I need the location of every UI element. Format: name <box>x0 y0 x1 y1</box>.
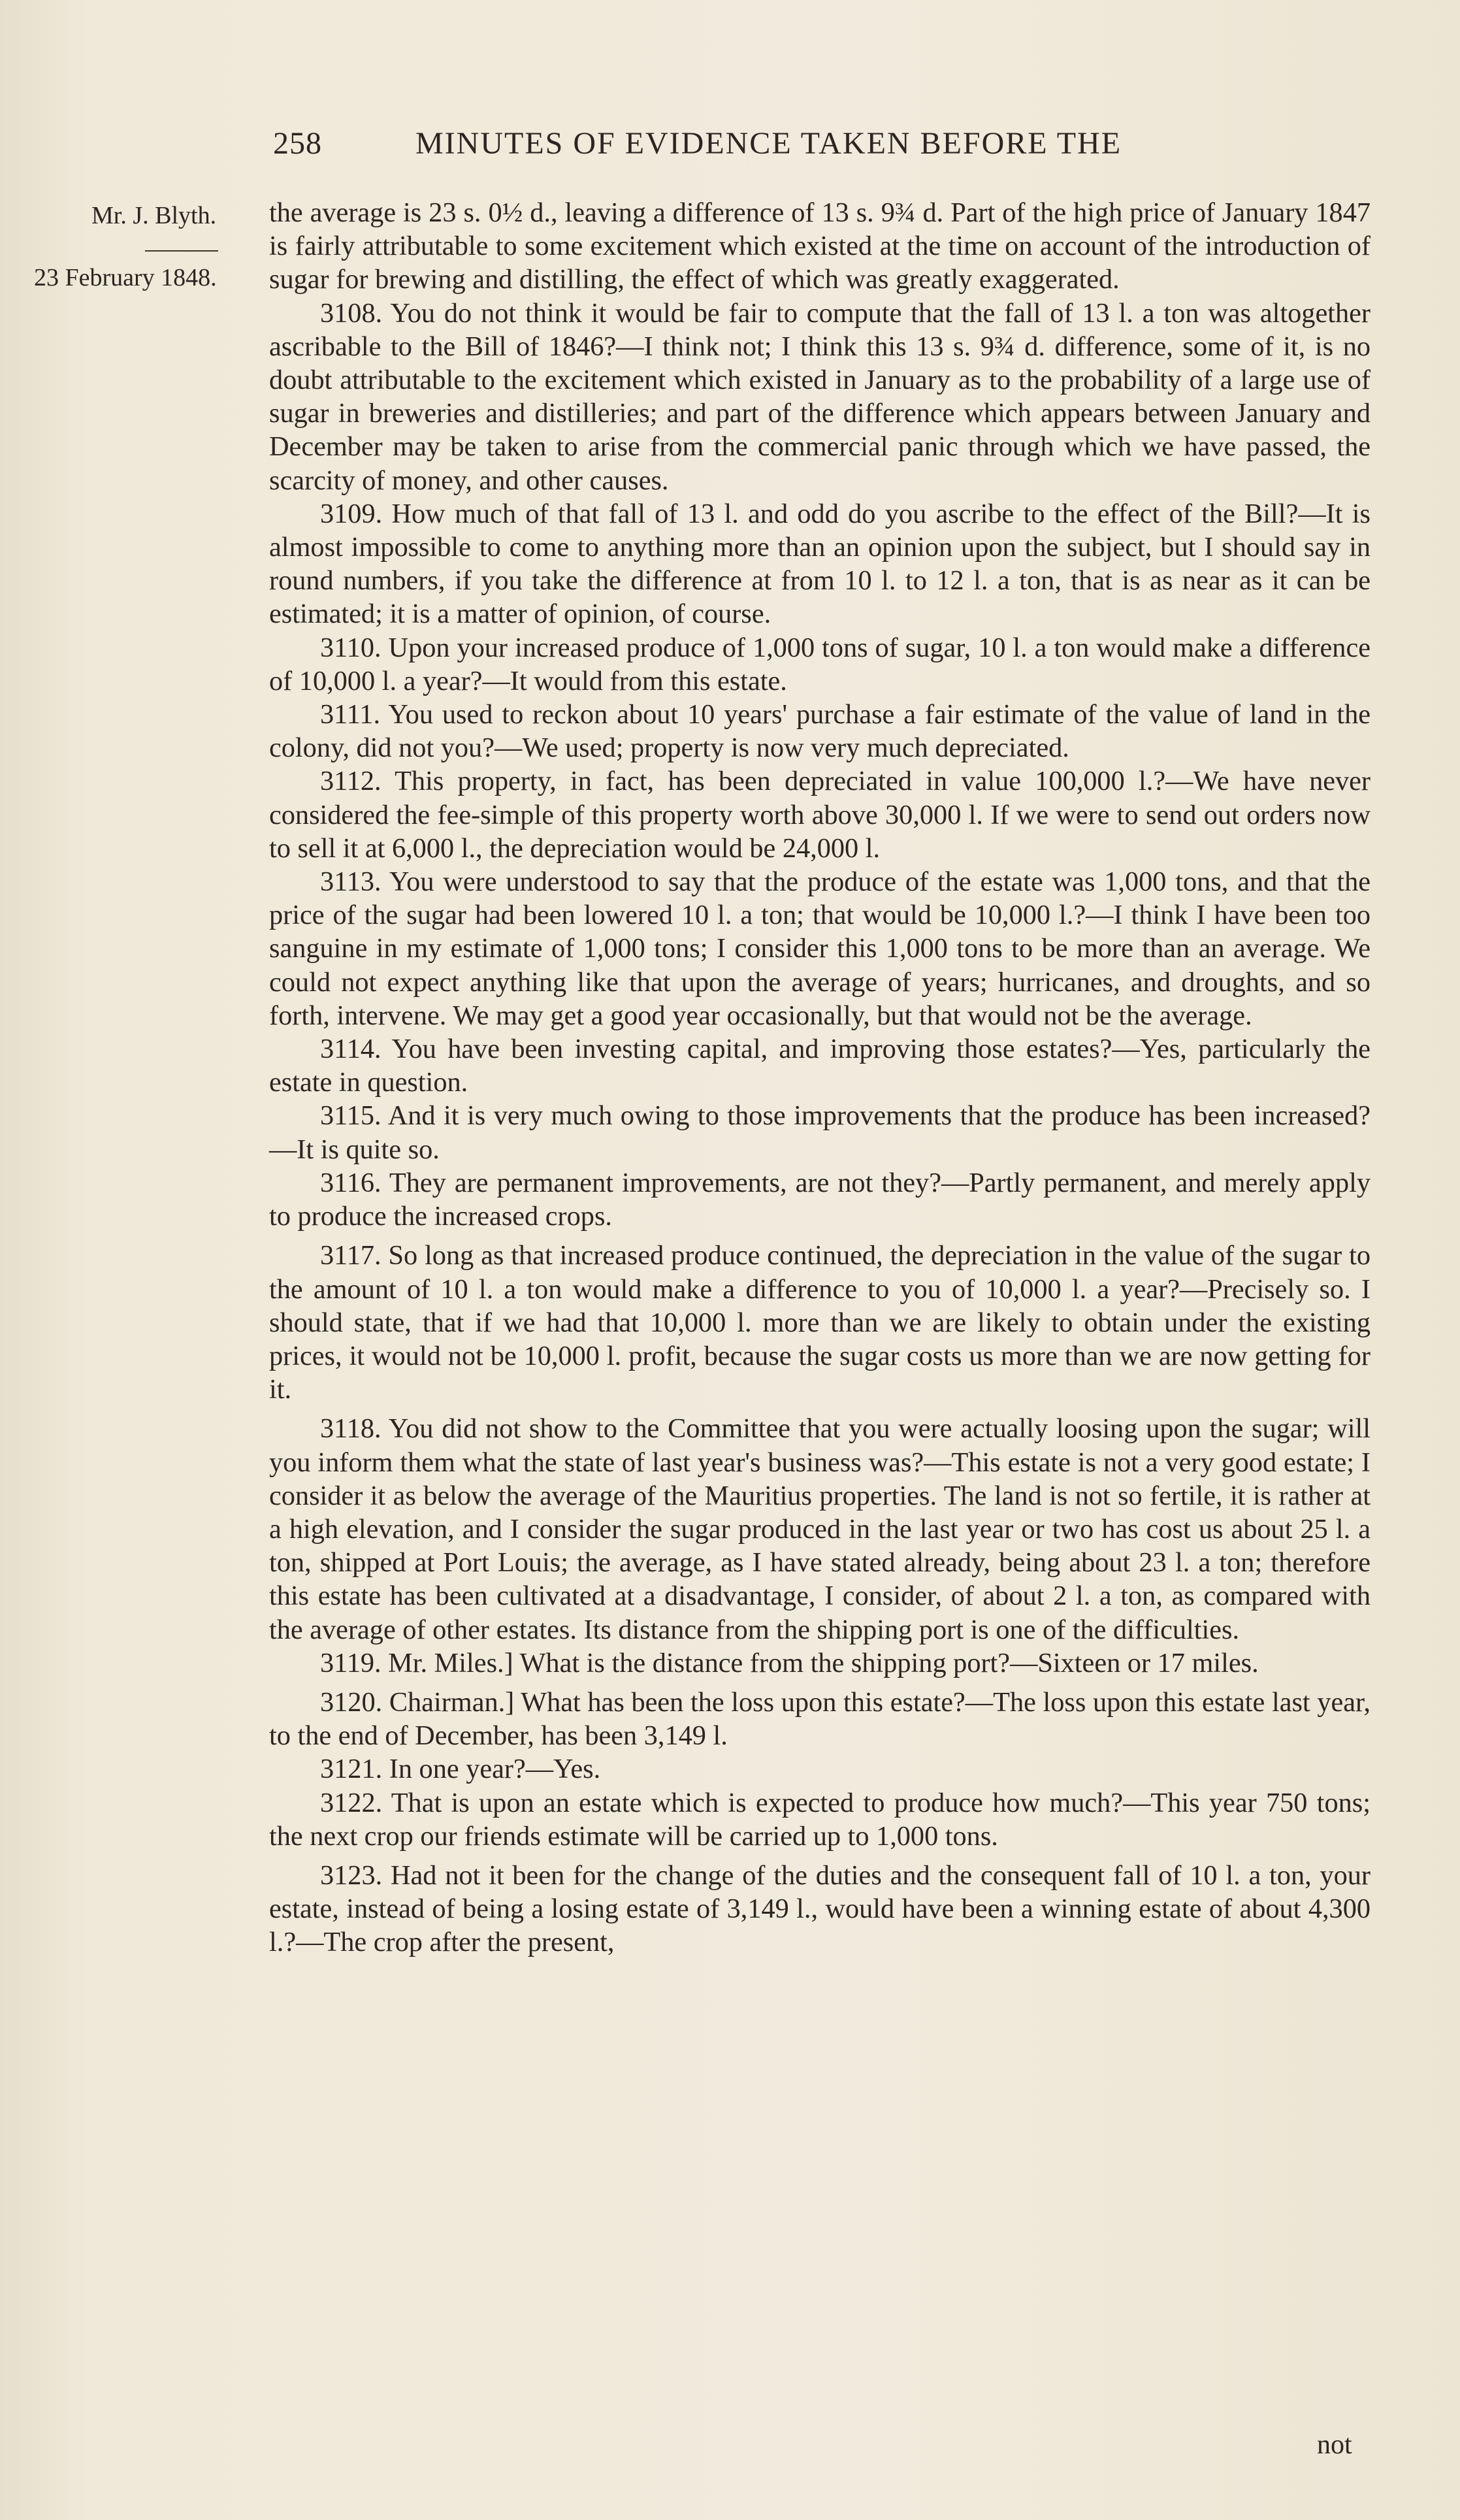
margin-rule <box>145 250 218 252</box>
paragraph: 3117. So long as that increased produce continued, the depreciation in the value of the sugar to the amount of 10 l. a ton would make a difference to you of 10,000 l. a year?—Precisely so. I should state, that if we had that 10,000 l. more than we are likely to obtain under the existing prices, it would not be 10,000 l. profit, because the sugar costs us more than we are now getting for it. <box>269 1240 1371 1405</box>
paragraph: 3119. Mr. Miles.] What is the distance from the shipping port?—Sixteen or 17 miles. <box>320 1647 1259 1678</box>
margin-date: 23 February 1848. <box>34 264 217 291</box>
paragraph: 3108. You do not think it would be fair to compute that the fall of 13 l. a ton was altogether ascribable to the Bill of 1846?—I think not; I think this 13 s. 9¾ d. difference, some of it, is no doubt attributable to the excitement which existed in January as to the probability of a large use of sugar in breweries and distilleries; and part of the difference which appears between January and December may be taken to arise from the commercial panic through which we have passed, the scarcity of money, and other causes. <box>269 297 1371 496</box>
paragraph: 3114. You have been investing capital, and improving those estates?—Yes, particularly the estate in question. <box>269 1034 1371 1098</box>
paragraph: the average is 23 s. 0½ d., leaving a difference of 13 s. 9¾ d. Part of the high price of January 1847 is fairly attributable to some excitement which existed at the time on account of the introduction of sugar for brewing and distilling, the effect of which was greatly exaggerated. <box>269 197 1371 295</box>
paragraph: 3111. You used to reckon about 10 years' purchase a fair estimate of the value of land in the colony, did not you?—We used; property is now very much depreciated. <box>269 699 1371 764</box>
paragraph: 3123. Had not it been for the change of the duties and the consequent fall of 10 l. a ton, your estate, instead of being a losing estate of 3,149 l., would have been a winning estate of about 4,300 l.?—The crop after the present, <box>269 1859 1371 1958</box>
paragraph: 3122. That is upon an estate which is expected to produce how much?—This year 750 tons; the next crop our friends estimate will be carried up to 1,000 tons. <box>269 1787 1371 1852</box>
paragraph: 3120. Chairman.] What has been the loss upon this estate?—The loss upon this estate last year, to the end of December, has been 3,149 l. <box>269 1686 1371 1752</box>
running-title: MINUTES OF EVIDENCE TAKEN BEFORE THE <box>415 126 1122 161</box>
paragraph: 3109. How much of that fall of 13 l. and odd do you ascribe to the effect of the Bill?—It is almost impossible to come to anything more than an opinion upon the subject, but I should say in round numbers, if you take the difference at from 10 l. to 12 l. a ton, that is as near as it can be estimated; it is a matter of opinion, of course. <box>269 498 1371 630</box>
margin-witness-name: Mr. J. Blyth. <box>91 202 217 229</box>
paragraph: 3118. You did not show to the Committee that you were actually loosing upon the sugar; will you inform them what the state of last year's business was?—This estate is not a very good estate; I consider it as below the average of the Mauritius properties. The land is not so fertile, it is rather at a high elevation, and I consider the sugar produced in the last year or two has cost us about 25 l. a ton, shipped at Port Louis; the average, as I have stated already, being about 23 l. a ton; therefore this estate has been cultivated at a disadvantage, I consider, of about 2 l. a ton, as compared with the average of other estates. Its distance from the shipping port is one of the difficulties. <box>269 1413 1371 1645</box>
paragraph: 3116. They are permanent improvements, are not they?—Partly permanent, and merely apply to produce the increased crops. <box>269 1167 1371 1232</box>
paragraph: 3113. You were understood to say that the produce of the estate was 1,000 tons, and that the price of the sugar had been lowered 10 l. a ton; that would be 10,000 l.?—I think I have been too sanguine in my estimate of 1,000 tons; I consider this 1,000 tons to be more than an average. We could not expect anything like that upon the average of years; hurricanes, and droughts, and so forth, intervene. We may get a good year occasionally, but that would not be the average. <box>269 866 1371 1031</box>
paragraph: 3115. And it is very much owing to those improvements that the produce has been increased?—It is quite so. <box>269 1100 1371 1165</box>
page-header <box>273 125 1207 178</box>
page-number: 258 <box>273 126 322 161</box>
paragraph: 3121. In one year?—Yes. <box>320 1754 601 1785</box>
evidence-body <box>269 196 1371 1959</box>
paragraph: 3110. Upon your increased produce of 1,000 tons of sugar, 10 l. a ton would make a difference of 10,000 l. a year?—It would from this estate. <box>269 632 1371 696</box>
catchword: not <box>1317 2430 1352 2460</box>
paragraph: 3112. This property, in fact, has been depreciated in value 100,000 l.?—We have never considered the fee-simple of this property worth above 30,000 l. If we were to send out orders now to sell it at 6,000 l., the depreciation would be 24,000 l. <box>269 766 1371 864</box>
